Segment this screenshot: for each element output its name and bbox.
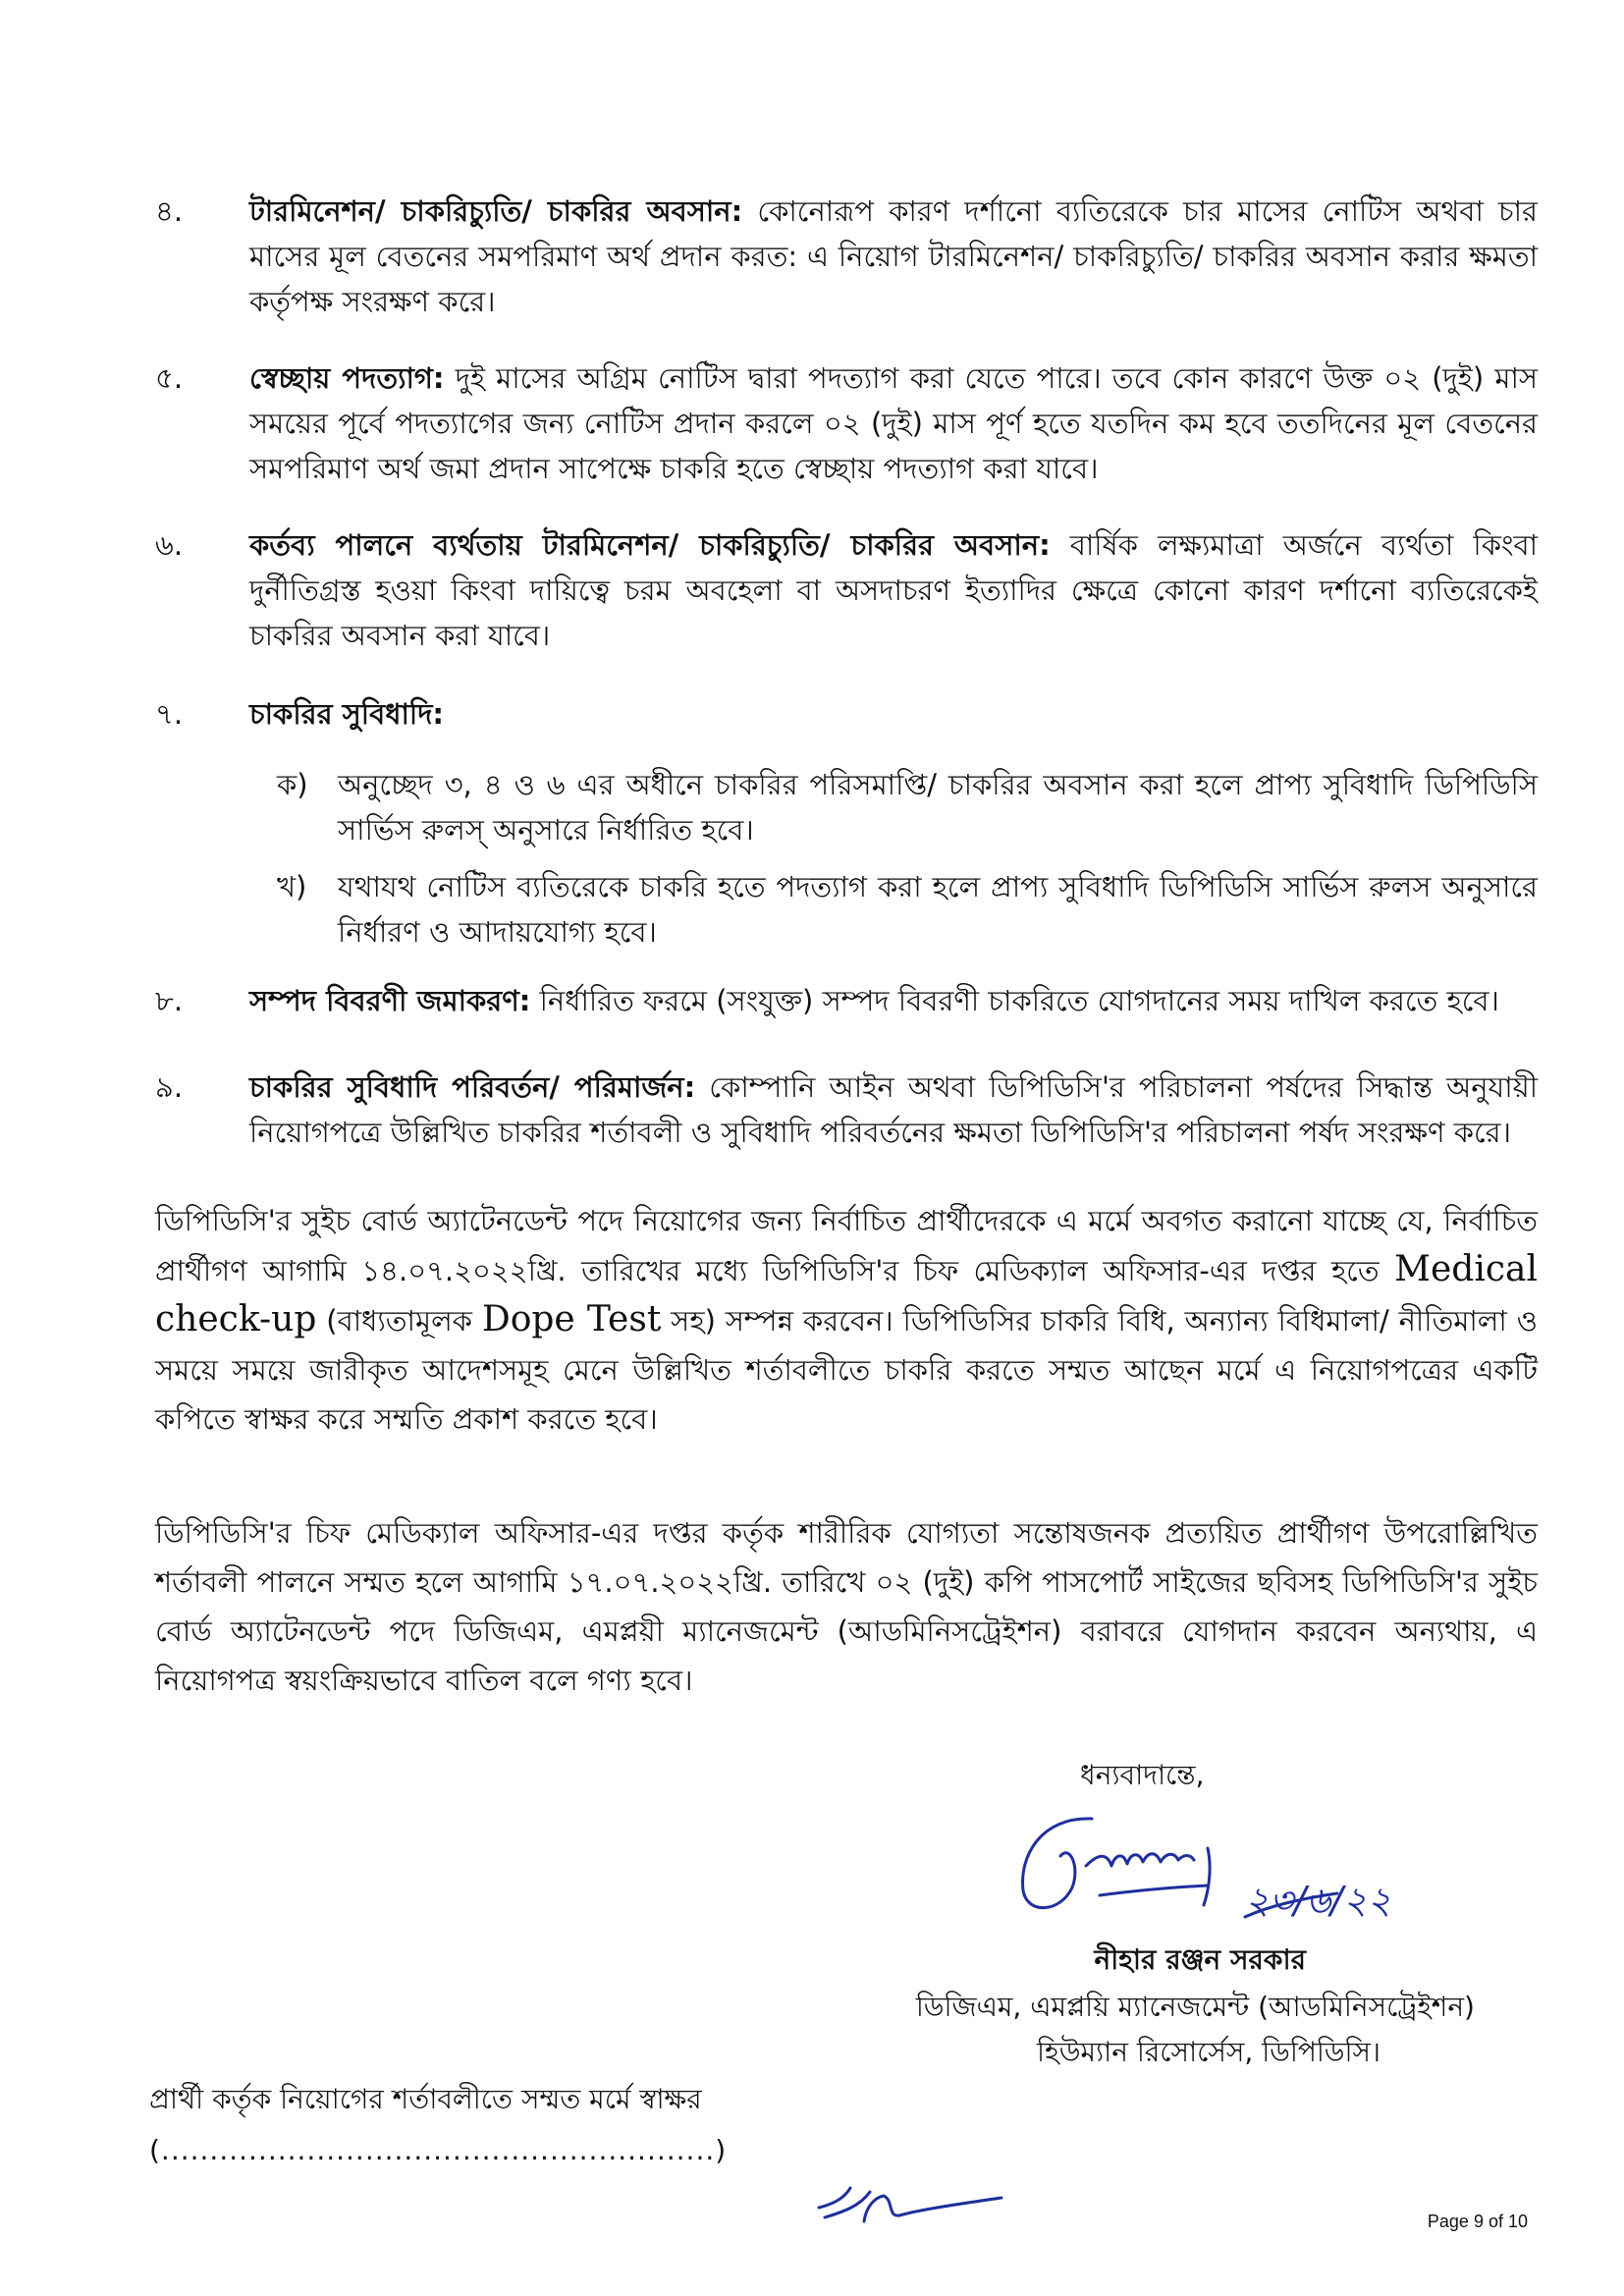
officer-name: নীহার রঞ্জন সরকার	[1094, 1943, 1306, 1976]
clause-number: ৫.	[155, 361, 184, 395]
clause-number: ৮.	[155, 984, 184, 1017]
subclause-ka	[277, 762, 1538, 852]
joining-instruction-paragraph: ডিপিডিসি'র চিফ মেডিক্যাল অফিসার-এর দপ্তর কর্তৃক শারীরিক যোগ্যতা সন্তোষজনক প্রত্যয়িত প্রার্থীগণ উপরোল্লিখিত শর্তাবলী পালনে সম্মত হলে আগামি ১৭.০৭.২০২২খ্রি. তারিখে ০২ (দুই) কপি পাসপোর্ট সাইজের ছবিসহ ডিপিডিসি'র সুইচ বোর্ড অ্যাটেনডেন্ট পদে ডিজিএম, এমপ্লয়ী ম্যানেজমেন্ট (আডমিনিসট্রেইশন) বরাবরে যোগদান করবেন অন্যথায়, এ নিয়োগপত্র স্বয়ংক্রিয়ভাবে বাতিল বলে গণ্য হবে।	[155, 1516, 1538, 1697]
clause-heading: স্বেচ্ছায় পদত্যাগ:	[249, 361, 445, 395]
closing-thanks: ধন্যবাদান্তে,	[1080, 1759, 1205, 1791]
medical-checkup-text: Medical check-up	[155, 1249, 1539, 1339]
clause-6	[155, 522, 1538, 658]
officer-designation: ডিজিএম, এমপ্লয়ি ম্যানেজমেন্ট (আডমিনিসট্রেইশন)	[915, 1991, 1475, 2023]
subclause-kha	[277, 864, 1538, 955]
paragraph-text: ডিপিডিসি'র সুইচ বোর্ড অ্যাটেনডেন্ট পদে নিয়োগের জন্য নির্বাচিত প্রার্থীদেরকে এ মর্মে অবগত করানো যাচ্ছে যে, নির্বাচিত প্রার্থীগণ আগামি ১৪.০৭.২০২২খ্রি. তারিখের মধ্যে ডিপিডিসি'র চিফ মেডিক্যাল অফিসার-এর দপ্তর হতে	[155, 1204, 1538, 1287]
paragraph-text: (বাধ্যতামূলক	[326, 1304, 472, 1338]
clause-number: ৭.	[155, 697, 184, 731]
officer-department: হিউম্যান রিসোর্সেস, ডিপিডিসি।	[1036, 2036, 1380, 2068]
clause-text: কোনোরূপ কারণ দর্শানো ব্যতিরেকে চার মাসের নোটিস অথবা চার মাসের মূল বেতনের সমপরিমাণ অর্থ প্রদান করত: এ নিয়োগ টারমিনেশন/ চাকরিচ্যুতি/ চাকরির অবসান করার ক্ষমতা কর্তৃপক্ষ সংরক্ষণ করে।	[249, 194, 1538, 318]
initial-mark	[805, 2178, 1041, 2237]
clause-5	[155, 355, 1538, 491]
clause-heading: চাকরির সুবিধাদি পরিবর্তন/ পরিমার্জন:	[249, 1070, 696, 1104]
clause-heading: সম্পদ বিবরণী জমাকরণ:	[249, 984, 531, 1017]
clause-text: দুই মাসের অগ্রিম নোটিস দ্বারা পদত্যাগ করা যেতে পারে। তবে কোন কারণে উক্ত ০২ (দুই) মাস সময়ের পূর্বে পদত্যাগের জন্য নোটিস প্রদান করলে ০২ (দুই) মাস পূর্ণ হতে যতদিন কম হবে ততদিনের মূল বেতনের সমপরিমাণ অর্থ জমা প্রদান সাপেক্ষে চাকরি হতে স্বেচ্ছায় পদত্যাগ করা যাবে।	[249, 361, 1539, 485]
subclause-text: অনুচ্ছেদ ৩, ৪ ও ৬ এর অধীনে চাকরির পরিসমাপ্তি/ চাকরির অবসান করা হলে প্রাপ্য সুবিধাদি ডিপিডিসি সার্ভিস রুলস্ অনুসারে নির্ধারিত হবে।	[338, 768, 1538, 847]
clause-8	[155, 978, 1538, 1023]
subclause-mark: খ)	[277, 870, 307, 903]
clause-text: কোম্পানি আইন অথবা ডিপিডিসি'র পরিচালনা পর্ষদের সিদ্ধান্ত অনুযায়ী নিয়োগপত্রে উল্লিখিত চাকরির শর্তাবলী ও সুবিধাদি পরিবর্তনের ক্ষমতা ডিপিডিসি'র পরিচালনা পর্ষদ সংরক্ষণ করে।	[249, 1070, 1539, 1149]
clause-text: বার্ষিক লক্ষ্যমাত্রা অর্জনে ব্যর্থতা কিংবা দুর্নীতিগ্রস্ত হওয়া কিংবা দায়িত্বে চরম অবহেলা বা অসদাচরণ ইত্যাদির ক্ষেত্রে কোনো কারণ দর্শানো ব্যতিরেকেই চাকরির অবসান করা যাবে।	[249, 528, 1539, 652]
clause-text: নির্ধারিত ফরমে (সংযুক্ত) সম্পদ বিবরণী চাকরিতে যোগদানের সময় দাখিল করতে হবে।	[539, 984, 1499, 1017]
clause-heading: টারমিনেশন/ চাকরিচ্যুতি/ চাকরির অবসান:	[249, 194, 743, 228]
clause-4	[155, 189, 1538, 324]
subclause-text: যথাযথ নোটিস ব্যতিরেকে চাকরি হতে পদত্যাগ করা হলে প্রাপ্য সুবিধাদি ডিপিডিসি সার্ভিস রুলস অনুসারে নির্ধারণ ও আদায়যোগ্য হবে।	[338, 870, 1538, 949]
dope-test-text: Dope Test	[481, 1299, 662, 1339]
subclause-mark: ক)	[277, 768, 308, 801]
clause-heading: চাকরির সুবিধাদি:	[249, 697, 445, 731]
signature-date: ২৩/৬/২২	[1245, 1879, 1392, 1922]
candidate-signature-line: (.........................................................)	[149, 2134, 728, 2166]
selection-notice-paragraph	[155, 1196, 1538, 1444]
page-number: Page 9 of 10	[1427, 2212, 1528, 2231]
candidate-consent-label: প্রার্থী কর্তৃক নিয়োগের শর্তাবলীতে সম্মত মর্মে স্বাক্ষর	[149, 2083, 702, 2115]
paragraph-text: সহ) সম্পন্ন করবেন। ডিপিডিসির চাকরি বিধি, অন্যান্য বিধিমালা/ নীতিমালা ও সময়ে সময়ে জারীকৃত আদেশসমূহ মেনে উল্লিখিত শর্তাবলীতে চাকরি করতে সম্মত আছেন মর্মে এ নিয়োগপত্রের একটি কপিতে স্বাক্ষর করে সম্মতি প্রকাশ করতে হবে।	[155, 1304, 1539, 1436]
clause-9	[155, 1065, 1538, 1155]
clause-number: ৪.	[155, 194, 184, 228]
clause-7	[155, 691, 1538, 737]
clause-number: ৯.	[155, 1070, 184, 1104]
clause-number: ৬.	[155, 528, 184, 562]
clause-heading: কর্তব্য পালনে ব্যর্থতায় টারমিনেশন/ চাকরিচ্যুতি/ চাকরির অবসান:	[249, 528, 1051, 562]
